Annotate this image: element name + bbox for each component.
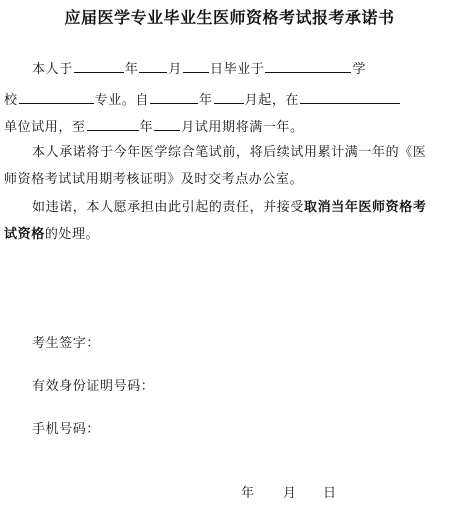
penalty-emphasis: 取消当年医师资格考 [304,200,427,215]
penalty-emphasis: 试资格 [4,227,45,242]
id-number-label: 有效身份证明号码： [32,379,155,394]
candidate-signature-label: 考生签字： [32,336,101,351]
trial-end-year-blank[interactable] [87,118,139,131]
text-segment: 年 [139,120,154,135]
promise-line-1: 本人承诺将于今年医学综合笔试前，将后续试用累计满一年的《医 [32,145,427,160]
graduation-line [32,60,366,78]
text-segment: 日毕业于 [210,62,265,77]
graduation-year-blank[interactable] [74,60,124,73]
trial-start-year-blank[interactable] [150,91,198,104]
text-segment: 学 [352,62,367,77]
text-segment: 单位试用，至 [4,120,86,135]
text-segment: 专业。自 [94,93,150,108]
date-month-label: 月 [283,486,297,501]
school-name-blank[interactable] [265,60,351,73]
major-blank[interactable] [19,91,94,104]
trial-end-month-blank[interactable] [154,118,180,131]
text-segment: 年 [199,93,213,108]
text-segment: 如违诺，本人愿承担由此引起的责任，并接受 [32,200,305,215]
graduation-month-blank[interactable] [139,60,167,73]
text-segment: 本人于 [32,62,73,77]
text-segment: 校 [4,93,18,108]
text-segment: 月起，在 [244,93,300,108]
date-year-label: 年 [241,486,255,501]
trial-unit-blank[interactable] [300,91,400,104]
trial-start-month-blank[interactable] [214,91,244,104]
graduation-day-blank[interactable] [183,60,209,73]
trial-end-line [4,118,304,136]
text-segment: 年 [124,62,139,77]
major-line [4,91,401,109]
penalty-line-1 [32,200,426,216]
promise-line-2: 师资格考试试用期考核证明》及时交考点办公室。 [4,172,304,187]
document-title: 应届医学专业毕业生医师资格考试报考承诺书 [64,8,395,27]
text-segment: 的处理。 [44,227,100,242]
text-segment: 月 [168,62,183,77]
penalty-line-2 [4,227,99,243]
phone-number-label: 手机号码： [32,422,101,437]
text-segment: 月试用期将满一年。 [181,120,304,135]
date-day-label: 日 [323,486,337,501]
